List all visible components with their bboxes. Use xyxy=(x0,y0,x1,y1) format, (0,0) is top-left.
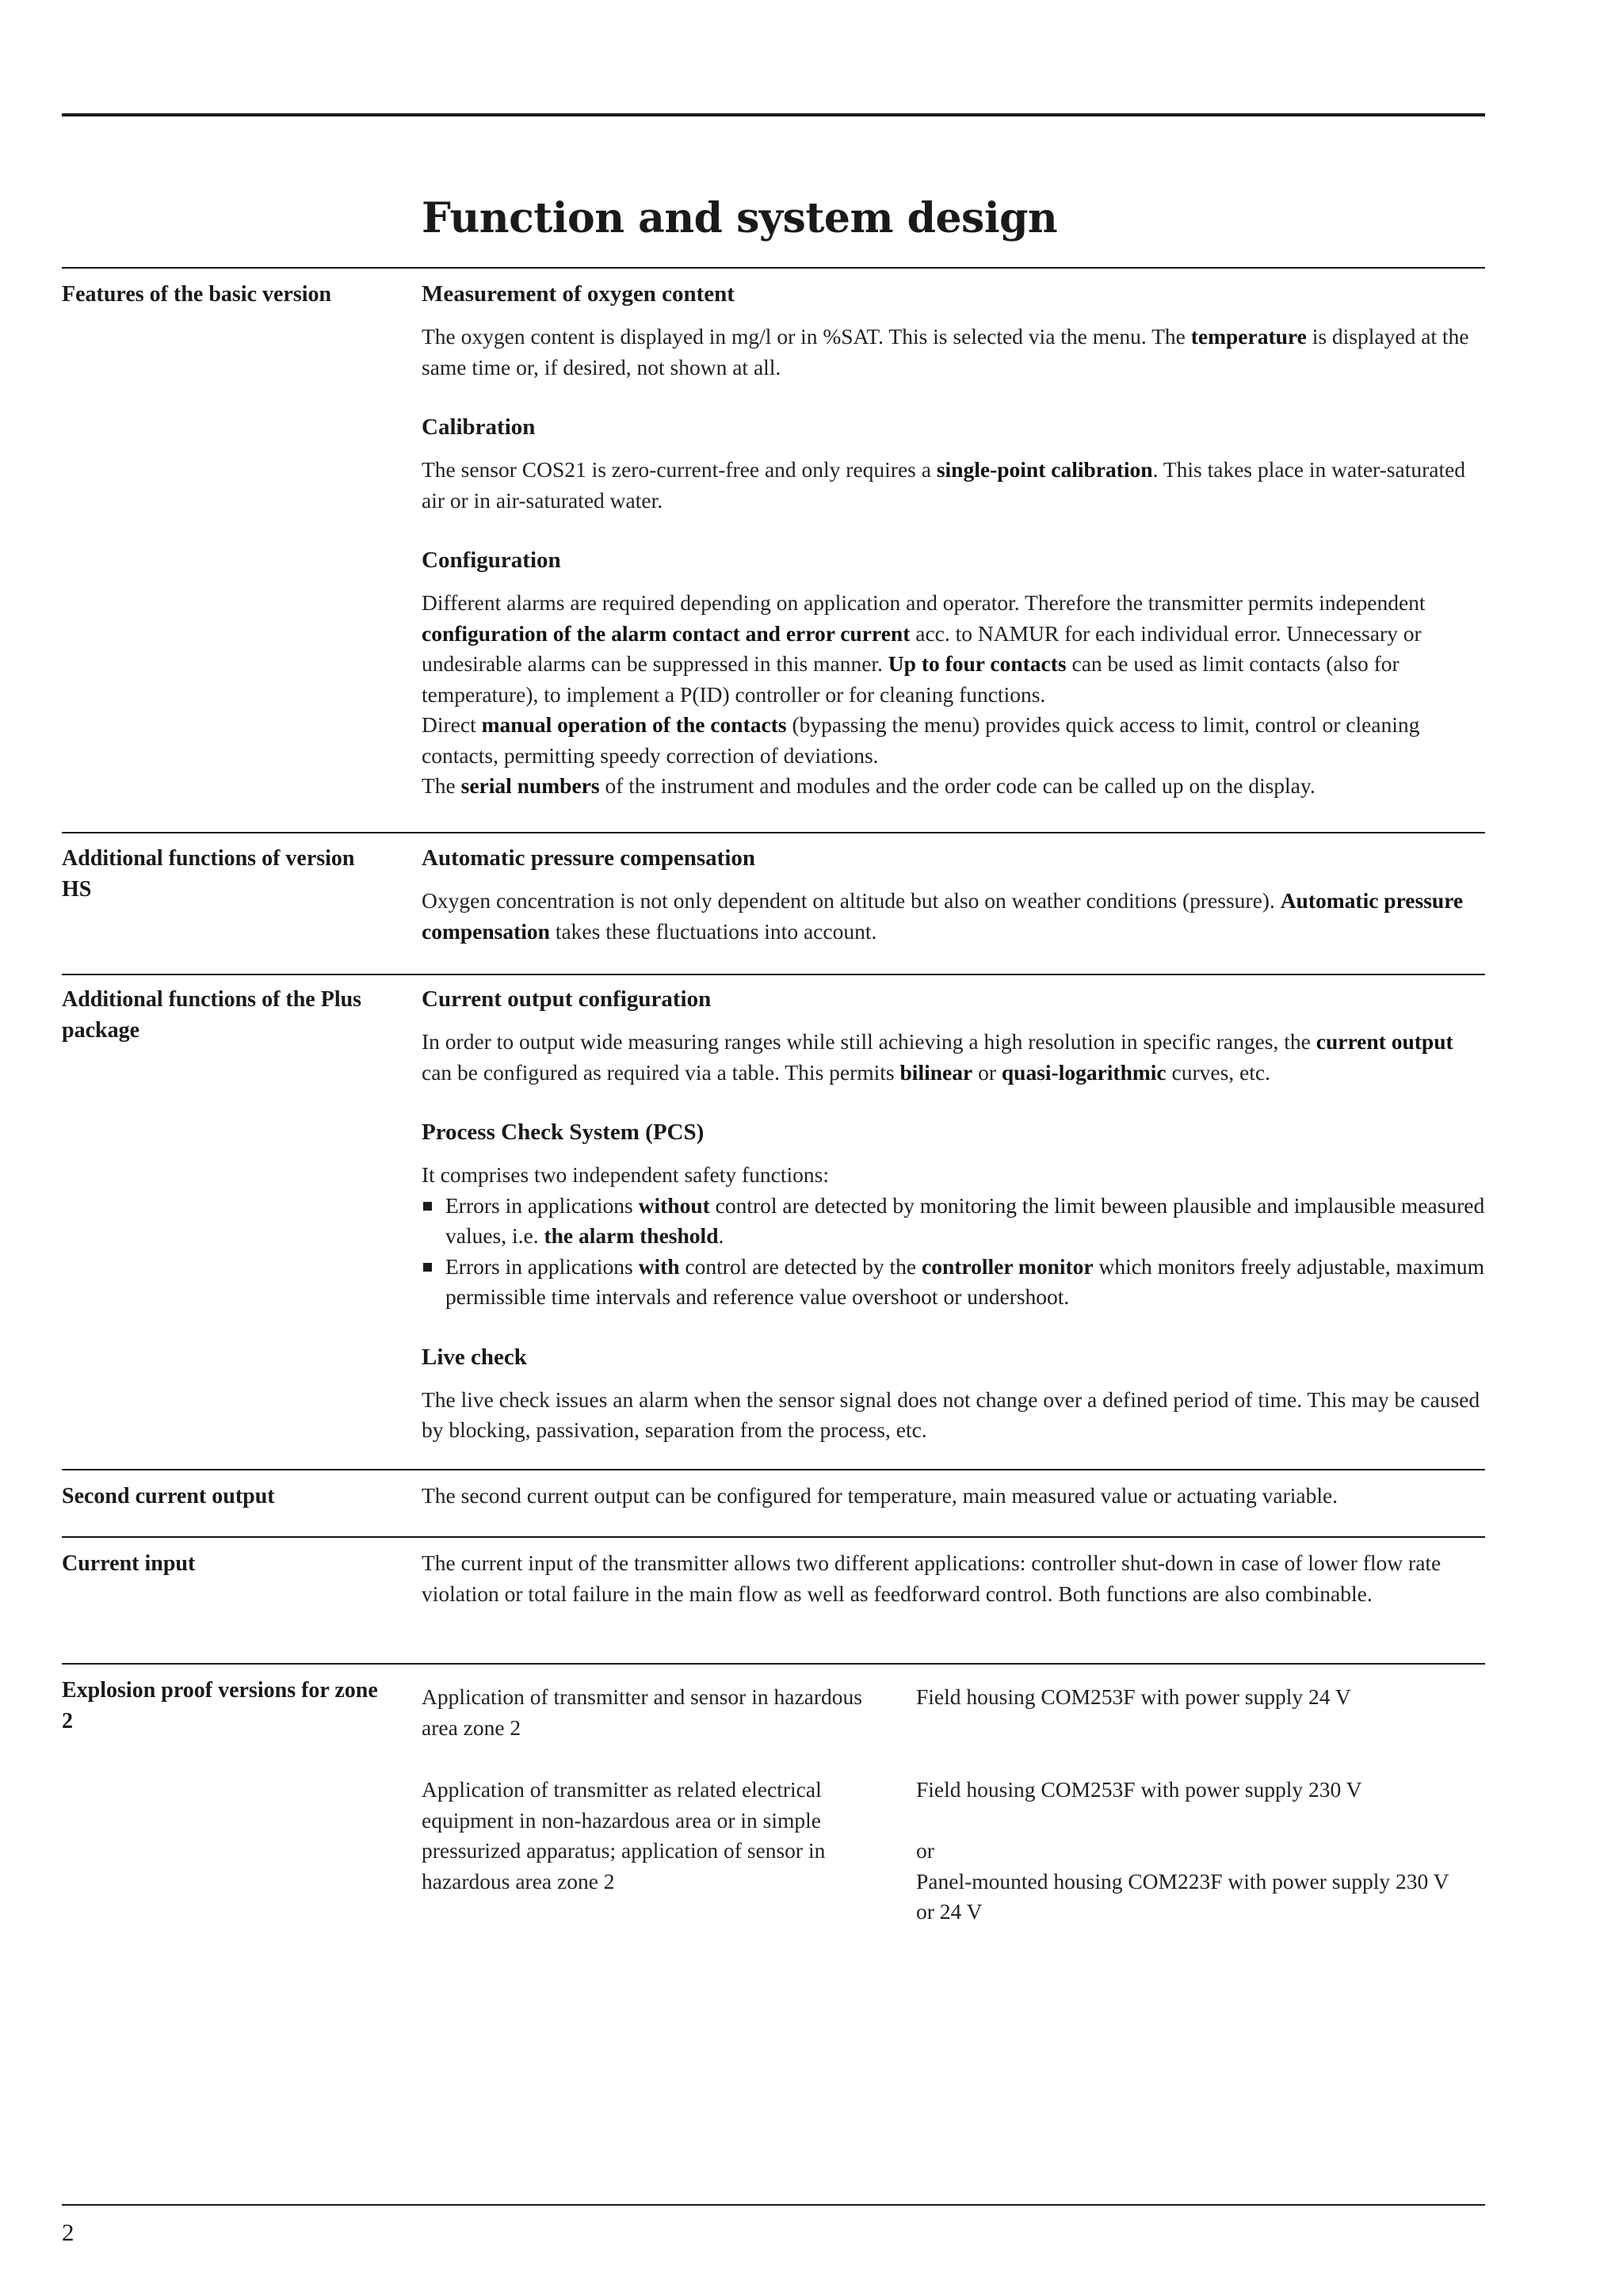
section-label: Explosion proof versions for zone 2 xyxy=(62,1678,378,1733)
list-item: Errors in applications with control are detected by the controller monitor which monitors freely adjustable, maximum permissible time intervals and reference value overshoot or undershoot. xyxy=(422,1252,1487,1313)
section-divider xyxy=(62,1536,1485,1538)
subheading: Process Check System (PCS) xyxy=(422,1119,705,1145)
table-row xyxy=(422,1682,1487,1775)
section-content xyxy=(422,984,1487,1446)
live-check-block xyxy=(422,1342,1487,1446)
paragraph: Different alarms are required depending on application and operator. Therefore the transmitter permits independent configuration of the alarm contact and error current acc. to NAMUR for each individual error. Unnecessary or undesirable alarms can be suppressed in this manner. Up to four contacts can be used as limit contacts (also for temperature), to implement a P(ID) controller or for cleaning functions. Direct manual operation of the contacts (bypassing the menu) provides quick access to limit, control or cleaning contacts, permitting speedy correction of deviations. The serial numbers of the instrument and modules and the order code can be called up on the display. xyxy=(422,590,1426,798)
table-cell-application: Application of transmitter as related electrical equipment in non-hazardous area or in simple pressurized apparatus; application of sensor in hazardous area zone 2 xyxy=(422,1777,826,1894)
paragraph: The sensor COS21 is zero-current-free and only requires a single-point calibration. This takes place in water-saturated air or in air-saturated water. xyxy=(422,457,1466,513)
paragraph: The second current output can be configured for temperature, main measured value or actuating variable. xyxy=(422,1483,1338,1508)
configuration-block xyxy=(422,545,1487,802)
paragraph: It comprises two independent safety functions: xyxy=(422,1162,829,1187)
subheading: Measurement of oxygen content xyxy=(422,281,735,307)
page-title: Function and system design xyxy=(422,194,1058,242)
paragraph: In order to output wide measuring ranges while still achieving a high resolution in specific ranges, the current output can be configured as required via a table. This permits bilinear or quasi-logarithmic curves, etc. xyxy=(422,1029,1453,1085)
section-divider xyxy=(62,832,1485,833)
section-label: Features of the basic version xyxy=(62,282,332,307)
or-label: or xyxy=(916,1838,934,1863)
table-cell-application: Application of transmitter and sensor in hazardous area zone 2 xyxy=(422,1684,862,1740)
explosion-proof-table xyxy=(422,1682,1487,1924)
paragraph: The current input of the transmitter allows two different applications: controller shut-down in case of lower flow rate violation or total failure in the main flow as well as feedforward control. Both functions are also combinable. xyxy=(422,1550,1442,1606)
section-divider xyxy=(62,267,1485,269)
section-label: Additional functions of the Plus package xyxy=(62,987,362,1043)
housing-option: Field housing COM253F with power supply 230 V xyxy=(916,1777,1362,1802)
housing-option: Panel-mounted housing COM223F with power supply 230 V or 24 V xyxy=(916,1868,1449,1924)
footer-rule xyxy=(62,2204,1485,2206)
current-output-block xyxy=(422,984,1487,1088)
bullet-square-icon xyxy=(423,1263,432,1272)
section-content xyxy=(422,1548,1487,1609)
calibration-block xyxy=(422,412,1487,516)
list-item: Errors in applications without control are detected by monitoring the limit beween plausible and implausible measured values, i.e. the alarm theshold. xyxy=(422,1191,1487,1252)
section-label: Current input xyxy=(62,1551,196,1576)
subheading: Calibration xyxy=(422,414,536,440)
measurement-block xyxy=(422,279,1487,383)
section-content xyxy=(422,1481,1487,1512)
page-number: 2 xyxy=(62,2218,74,2246)
section-label: Second current output xyxy=(62,1484,275,1508)
section-divider xyxy=(62,974,1485,975)
paragraph: The oxygen content is displayed in mg/l or in %SAT. This is selected via the menu. The temperature is displayed at the same time or, if desired, not shown at all. xyxy=(422,324,1469,379)
section-divider xyxy=(62,1469,1485,1470)
paragraph: Oxygen concentration is not only dependent on altitude but also on weather conditions (pressure). Automatic pressure compensation takes these fluctuations into account. xyxy=(422,888,1464,944)
section-label: Additional functions of version HS xyxy=(62,846,355,902)
section-divider xyxy=(62,1663,1485,1665)
table-cell-housing xyxy=(916,1775,1471,1928)
subheading: Automatic pressure compensation xyxy=(422,845,756,871)
subheading: Current output configuration xyxy=(422,986,712,1012)
table-cell-housing: Field housing COM253F with power supply 24 V xyxy=(916,1684,1351,1709)
paragraph: The live check issues an alarm when the sensor signal does not change over a defined period of time. This may be caused by blocking, passivation, separation from the process, etc. xyxy=(422,1386,1480,1442)
subheading: Live check xyxy=(422,1344,527,1370)
header-rule xyxy=(62,113,1485,116)
pcs-block xyxy=(422,1117,1487,1313)
subheading: Configuration xyxy=(422,547,561,573)
bullet-square-icon xyxy=(423,1202,432,1211)
section-content xyxy=(422,279,1487,802)
bullet-list xyxy=(422,1191,1487,1313)
section-content xyxy=(422,843,1487,947)
